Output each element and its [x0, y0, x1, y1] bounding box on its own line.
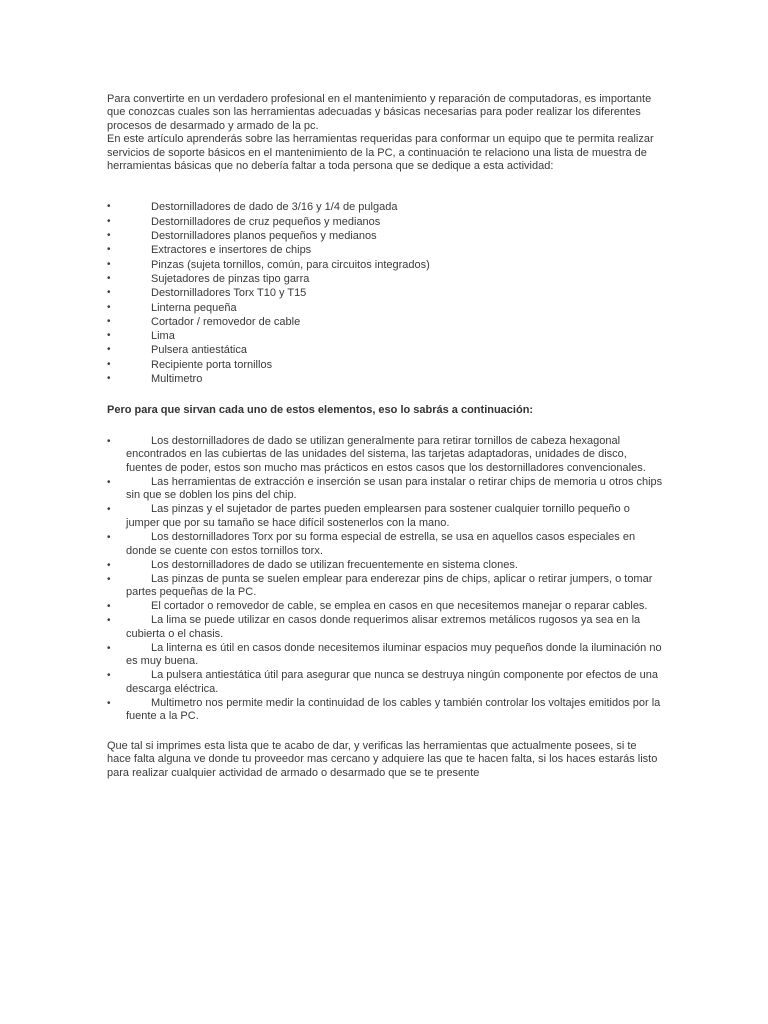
list-item [107, 642, 663, 669]
bullet-icon: • [107, 476, 111, 488]
list-item [107, 435, 663, 476]
bullet-icon: • [107, 504, 111, 516]
bullet-icon: • [107, 615, 111, 627]
description-text: Multimetro nos permite medir la continuidad de los cables y también controlar los voltajes emitidos por la fuente a la PC. [126, 696, 661, 723]
list-item [107, 372, 663, 386]
bullet-icon: • [107, 642, 111, 654]
description-text: Los destornilladores Torx por su forma especial de estrella, se usa en aquellos casos especiales en donde se cuente con estos tornillos torx. [126, 531, 636, 557]
bullet-icon: • [107, 435, 111, 447]
intro-section [107, 93, 663, 173]
tool-label: Destornilladores de dado de 3/16 y 1/4 de pulgada [151, 201, 398, 214]
bullet-icon: • [107, 258, 111, 270]
bullet-icon: • [107, 358, 111, 370]
bullet-icon: • [107, 315, 111, 327]
bullet-icon: • [107, 244, 111, 256]
list-item [107, 531, 663, 558]
intro-paragraph: Para convertirte en un verdadero profesional en el mantenimiento y reparación de computadoras, es importante que conozcas cuales son las herramientas adecuadas y básicas necesarias para poder realizar los diferentes procesos de desarmado y armado de la pc. [107, 93, 652, 132]
list-item [107, 600, 663, 614]
bullet-icon: • [107, 215, 111, 227]
list-item [107, 329, 663, 343]
list-item [107, 286, 663, 300]
tool-label: Sujetadores de pinzas tipo garra [151, 272, 310, 285]
tool-label: Multimetro [151, 373, 203, 385]
closing-paragraph: Que tal si imprimes esta lista que te acabo de dar, y verificas las herramientas que actualmente posees, si te hace falta alguna ve donde tu proveedor mas cercano y adquiere las que te hacen falta, si los haces estarás listo para realizar cualquier actividad de armado o desarmado que se te presente [107, 740, 658, 779]
tool-label: Cortador / removedor de cable [151, 315, 301, 328]
list-item [107, 343, 663, 357]
list-item [107, 669, 663, 696]
bullet-icon: • [107, 330, 111, 342]
bullet-icon: • [107, 230, 111, 242]
bullet-icon: • [107, 532, 111, 544]
list-item [107, 215, 663, 229]
document-page [107, 93, 663, 780]
section-heading: Pero para que sirvan cada uno de estos elementos, eso lo sabrás a continuación: [107, 404, 534, 417]
list-item [107, 229, 663, 243]
bullet-icon: • [107, 301, 111, 313]
list-item [107, 258, 663, 272]
tool-label: Recipiente porta tornillos [151, 358, 273, 371]
tool-label: Pinzas (sujeta tornillos, común, para circuitos integrados) [151, 258, 430, 271]
list-item [107, 243, 663, 257]
description-text: La linterna es útil en casos donde necesitemos iluminar espacios muy pequeños donde la iluminación no es muy buena. [126, 641, 662, 668]
bullet-icon: • [107, 287, 111, 299]
list-item [107, 315, 663, 329]
list-item [107, 559, 663, 573]
bullet-icon: • [107, 601, 111, 613]
tool-label: Destornilladores Torx T10 y T15 [151, 287, 307, 300]
bullet-icon: • [107, 670, 111, 682]
bullet-icon: • [107, 573, 111, 585]
description-text: La pulsera antiestática útil para asegurar que nunca se destruya ningún componente por efectos de una descarga eléctrica. [126, 669, 658, 695]
description-text: Las pinzas de punta se suelen emplear para enderezar pins de chips, aplicar o retirar jumpers, o tomar partes pequeñas de la PC. [126, 572, 653, 599]
list-item [107, 272, 663, 286]
list-item [107, 573, 663, 600]
tool-label: Linterna pequeña [151, 301, 237, 314]
description-text: Las herramientas de extracción e inserción se usan para instalar o retirar chips de memoria u otros chips sin que se doblen los pins del chip. [126, 475, 663, 502]
bullet-icon: • [107, 344, 111, 356]
bullet-icon: • [107, 697, 111, 709]
description-text: Las pinzas y el sujetador de partes pueden emplearsen para sostener cualquier tornillo pequeño o jumper que por su tamaño se hace difícil sostenerlos con la mano. [126, 503, 630, 530]
tool-label: Pulsera antiestática [151, 344, 247, 357]
tool-label: Extractores e insertores de chips [151, 244, 312, 257]
description-text: El cortador o removedor de cable, se emplea en casos en que necesitemos manejar o reparar cables. [151, 600, 648, 613]
bullet-icon: • [107, 201, 111, 213]
tools-list [107, 200, 663, 386]
description-text: La lima se puede utilizar en casos donde requerimos alisar extremos metálicos rugosos ya sea en la cubierta o el chasis. [126, 614, 641, 640]
descriptions-list [107, 435, 663, 724]
description-text: Los destornilladores de dado se utilizan generalmente para retirar tornillos de cabeza hexagonal encontrados en las cubiertas de las unidades del sistema, las tarjetas adaptadoras, unidades de disco, fuentes de poder, estos son mucho mas prácticos en estos casos que los destornilladores convencionales. [126, 434, 646, 474]
list-item [107, 697, 663, 724]
list-item [107, 476, 663, 503]
intro-paragraph: En este artículo aprenderás sobre las herramientas requeridas para conformar un equipo que te permita realizar servicios de soporte básicos en el mantenimiento de la PC, a continuación te relaciono una lista de muestra de herramientas básicas que no debería faltar a toda persona que se dedique a esta actividad: [107, 133, 654, 173]
list-item [107, 614, 663, 641]
tool-label: Destornilladores de cruz pequeños y medianos [151, 215, 381, 228]
bullet-icon: • [107, 373, 111, 384]
list-item [107, 503, 663, 530]
bullet-icon: • [107, 559, 111, 571]
list-item [107, 301, 663, 315]
list-item [107, 200, 663, 214]
bullet-icon: • [107, 272, 111, 284]
tool-label: Lima [151, 330, 175, 343]
list-item [107, 358, 663, 372]
tool-label: Destornilladores planos pequeños y medianos [151, 230, 377, 243]
description-text: Los destornilladores de dado se utilizan frecuentemente en sistema clones. [151, 558, 518, 571]
